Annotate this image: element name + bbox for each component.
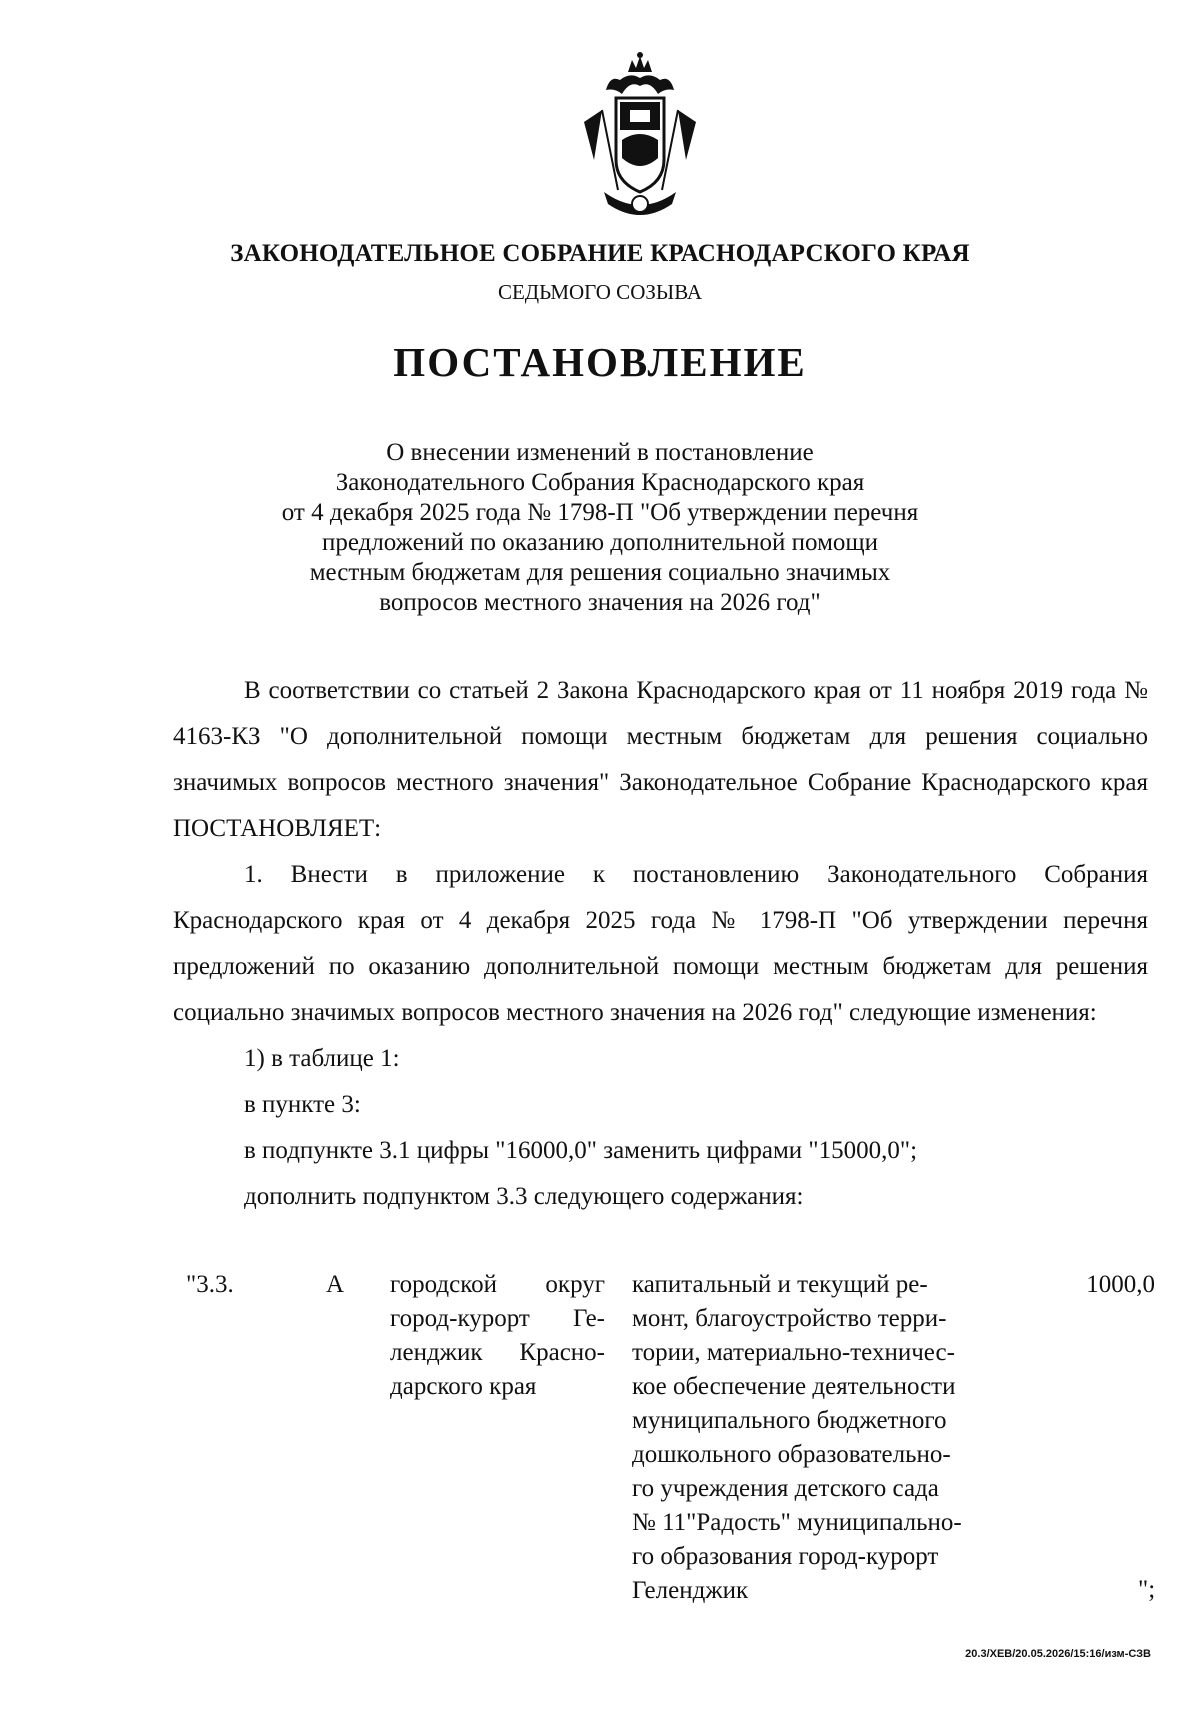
row-municipality <box>390 1268 605 1404</box>
municipality-word: городской <box>390 1271 497 1298</box>
row-number: "3.3. <box>186 1271 234 1298</box>
subject-line: вопросов местного значения на 2026 год" <box>379 589 821 616</box>
subject-line: предложений по оказанию дополнительной помощи <box>321 529 879 556</box>
sub-item-add: дополнить подпунктом 3.3 следующего содержания: <box>244 1183 804 1210</box>
coat-of-arms-icon <box>580 50 700 220</box>
description-line: капитальный и текущий ре- <box>632 1271 928 1298</box>
sub-item-replace: в подпункте 3.1 цифры "16000,0" заменить цифрами "15000,0"; <box>244 1137 918 1164</box>
municipality-line: дарского края <box>390 1373 537 1400</box>
municipality-line <box>390 1336 605 1370</box>
municipality-word: ленджик <box>390 1339 483 1366</box>
subject-line: О внесении изменений в постановление <box>386 439 814 466</box>
sub-item-point-3: в пункте 3: <box>244 1091 361 1118</box>
subject-line: Законодательного Собрания Краснодарского края <box>335 469 865 496</box>
preamble-paragraph: В соответствии со статьей 2 Закона Краснодарского края от 11 ноября 2019 года № 4163-КЗ "О дополнительной помощи местным бюджетам для решения социально значимых вопросов местного значения" Законодательное Собрание Краснодарского края ПОСТАНОВЛЯЕТ: <box>173 677 1148 842</box>
municipality-line <box>390 1268 605 1302</box>
subject-line: от 4 декабря 2025 года № 1798-П "Об утверждении перечня <box>281 499 919 526</box>
description-line: го образования город-курорт <box>632 1543 939 1570</box>
document-code: 20.3/ХЕВ/20.05.2026/15:16/изм-СЗВ <box>965 1648 1151 1660</box>
closing-quote: "; <box>1138 1576 1156 1603</box>
document-type-title: ПОСТАНОВЛЕНИЕ <box>393 339 807 385</box>
description-line: № 11"Радость" муниципально- <box>632 1509 962 1536</box>
subject-line: местным бюджетам для решения социально значимых <box>309 559 891 586</box>
convocation-label: СЕДЬМОГО СОЗЫВА <box>497 280 703 304</box>
organization-title: ЗАКОНОДАТЕЛЬНОЕ СОБРАНИЕ КРАСНОДАРСКОГО КРАЯ <box>230 240 970 267</box>
description-line: дошкольного образовательно- <box>632 1441 951 1468</box>
description-line: го учреждения детского сада <box>632 1475 939 1502</box>
municipality-word: Ге- <box>573 1305 605 1332</box>
municipality-line <box>390 1302 605 1336</box>
subject-block <box>0 438 1200 618</box>
description-line: Геленджик <box>632 1577 749 1604</box>
municipality-word: Красно- <box>519 1339 605 1366</box>
description-line: монт, благоустройство терри- <box>632 1305 947 1332</box>
row-amount: 1000,0 <box>1086 1271 1155 1298</box>
document-body <box>173 668 1148 1220</box>
item-1-paragraph: 1. Внести в приложение к постановлению Законодательного Собрания Краснодарского края от 4 декабря 2025 года № 1798-П "Об утверждении перечня предложений по оказанию дополнительной помощи местным бюджетам для решения социально значимых вопросов местного значения на 2026 год" следующие изменения: <box>173 861 1148 1026</box>
municipality-word: округ <box>545 1271 605 1298</box>
description-line: кое обеспечение деятельности <box>632 1373 956 1400</box>
description-line: тории, материально-техничес- <box>632 1339 955 1366</box>
sub-item-table-1: 1) в таблице 1: <box>244 1045 400 1072</box>
row-description <box>632 1268 1012 1608</box>
description-line: муниципального бюджетного <box>632 1407 947 1434</box>
municipality-word: город-курорт <box>390 1305 530 1332</box>
row-category: А <box>326 1271 345 1298</box>
